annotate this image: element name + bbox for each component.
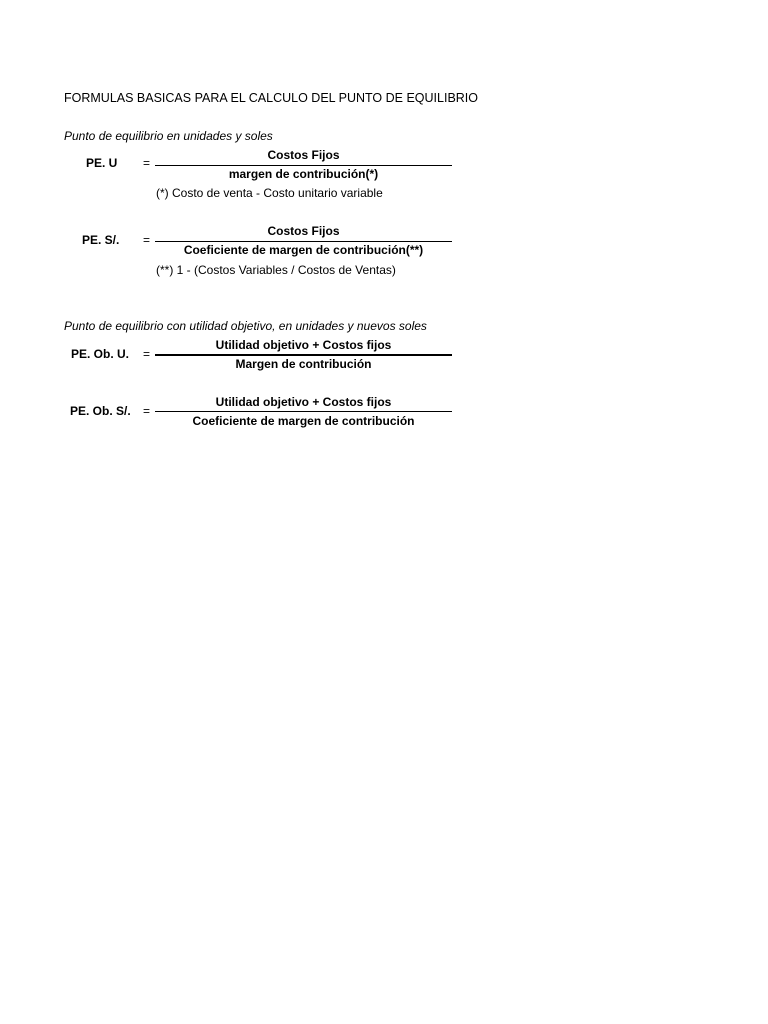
page-title: FORMULAS BASICAS PARA EL CALCULO DEL PUNTO DE EQUILIBRIO [64,91,479,105]
formula-numerator: Utilidad objetivo + Costos fijos [215,338,392,352]
section-heading-target-profit: Punto de equilibrio con utilidad objetivo, en unidades y nuevos soles [64,319,427,333]
formula-label: PE. Ob. S/. [70,404,131,418]
formula-footnote: (*) Costo de venta - Costo unitario variable [156,186,383,200]
formula-denominator: Margen de contribución [235,357,372,371]
section-heading-units-soles: Punto de equilibrio en unidades y soles [64,129,273,143]
formula-denominator: margen de contribución(*) [228,167,379,181]
formula-denominator: Coeficiente de margen de contribución(**) [183,243,424,257]
equals-sign: = [143,347,151,361]
formula-numerator: Utilidad objetivo + Costos fijos [215,395,392,409]
formula-label: PE. U [86,156,118,170]
fraction-bar [155,411,452,412]
equals-sign: = [143,233,151,247]
equals-sign: = [143,156,151,170]
formula-denominator: Coeficiente de margen de contribución [192,414,415,428]
formula-numerator: Costos Fijos [267,148,340,162]
formula-footnote: (**) 1 - (Costos Variables / Costos de Ventas) [156,263,396,277]
equals-sign: = [143,404,151,418]
formula-numerator: Costos Fijos [267,224,340,238]
formula-label: PE. S/. [82,233,120,247]
formula-label: PE. Ob. U. [71,347,130,361]
